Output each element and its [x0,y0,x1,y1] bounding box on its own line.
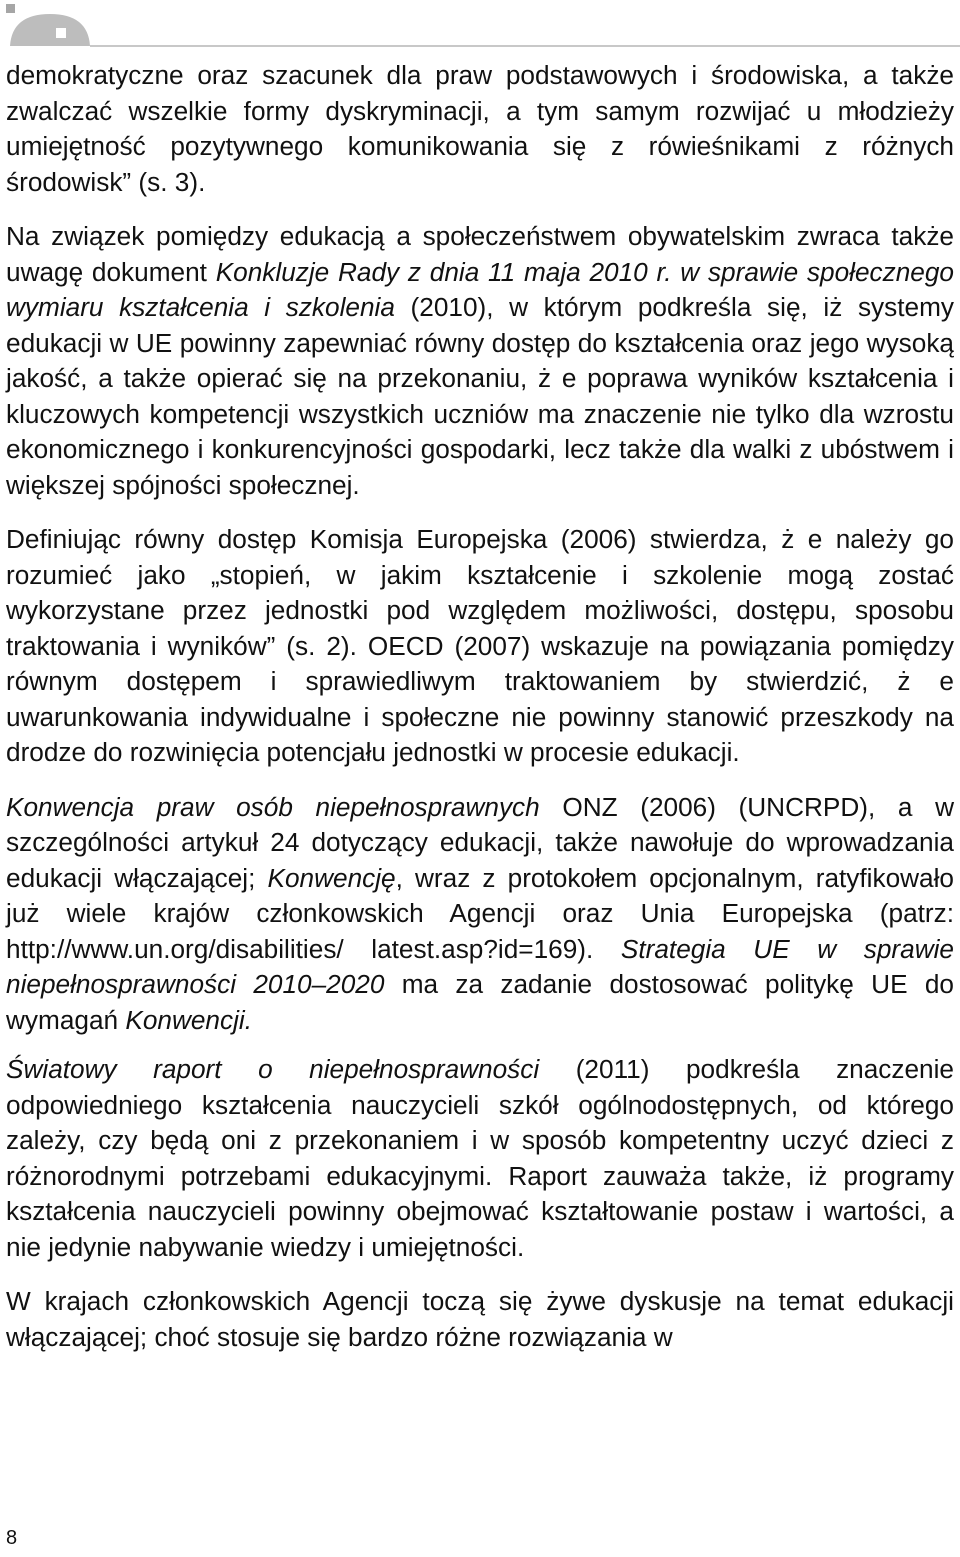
page-number: 8 [6,1527,18,1549]
paragraph-1 [6,58,954,200]
tab-square-icon [56,28,66,38]
text-run: ONZ (2006) (UNCRPD), a w szczególności artykuł 24 dotyczący edukacji, także nawołuje do wprowadzania edukacji włączającej; [6,791,955,893]
text-run: Definiując równy dostęp Komisja Europejska (2006) stwierdza, ż e należy go rozumieć jako „stopień, w jakim kształcenie i szkolenie mogą zostać wykorzystane przez jednostki pod względem możliwości, dostępu, sposobu traktowania i wyników” (s. 2). OECD (2007) wskazuje na powiązania pomiędzy równym dostępem i sprawiedliwym traktowaniem by stwierdzić, ż e uwarunkowania indywidualne i społeczne nie powinny stanowić przeszkody na drodze do rozwinięcia potencjału jednostki w procesie edukacji. [6,524,954,767]
page-header-decoration [0,0,960,48]
italic-title-run: Światowy raport o niepełnosprawności [6,1054,540,1084]
paragraph-4 [6,790,954,1039]
paragraph-3 [6,522,954,771]
document-body [6,58,954,1374]
italic-title-run: Konwencję [267,862,396,893]
text-run: (2011) podkreśla znaczenie odpowiedniego kształcenia nauczycieli szkół ogólnodostępnych, od którego zależy, czy będą oni z przekonaniem i w sposób kompetentny uczyć dzieci z różnorodnymi potrzebami edukacyjnymi. Raport zauważa także, iż programy kształcenia nauczycieli powinny obejmować kształtowanie postaw i wartości, a nie jedynie nabywanie wiedzy i umiejętności. [6,1054,954,1262]
text-run: ma za zadanie dostosować politykę UE do wymagań [6,969,954,1035]
text-run: Na związek pomiędzy edukacją a społeczeństwem obywatelskim zwraca także uwagę dokument [6,221,954,287]
tab-shape [10,14,90,46]
paragraph-5 [6,1052,954,1265]
text-run: (2010), w którym podkreśla się, iż systemy edukacji w UE powinny zapewniać równy dostęp do kształcenia oraz jego wysoką jakość, a także opierać się na przekonaniu, ż e poprawa wyników kształcenia i kluczowych kompetencji wszystkich uczniów ma znaczenie nie tylko dla wzrostu ekonomicznego i konkurencyjności gospodarki, lecz także dla walki z ubóstwem i większej spójności społecznej. [6,292,954,500]
paragraph-6 [6,1284,954,1355]
corner-square-small [6,4,15,13]
italic-title-run: Konwencji. [125,1004,253,1035]
italic-title-run: Konkluzje Rady z dnia 11 maja 2010 r. w sprawie społecznego wymiaru kształcenia i szkolenia [6,256,955,322]
italic-title-run: Strategia UE w sprawie niepełnosprawności 2010–2020 [6,933,954,999]
text-run: W krajach członkowskich Agencji toczą się żywe dyskusje na temat edukacji włączającej; choć stosuje się bardzo różne rozwiązania w [6,1286,954,1352]
text-run: demokratyczne oraz szacunek dla praw podstawowych i środowiska, a także zwalczać wszelkie formy dyskryminacji, a tym samym rozwijać u młodzieży umiejętność pozytywnego komunikowania się z rówieśnikami z różnych środowisk” (s. 3). [6,60,954,197]
text-run: , wraz z protokołem opcjonalnym, ratyfikowało już wiele krajów członkowskich Agencji oraz Unia Europejska (patrz: http://www.un.org/disabilities/ latest.asp?id=169). [6,862,954,964]
paragraph-2 [6,219,954,503]
italic-title-run: Konwencja praw osób niepełnosprawnych [6,791,540,822]
